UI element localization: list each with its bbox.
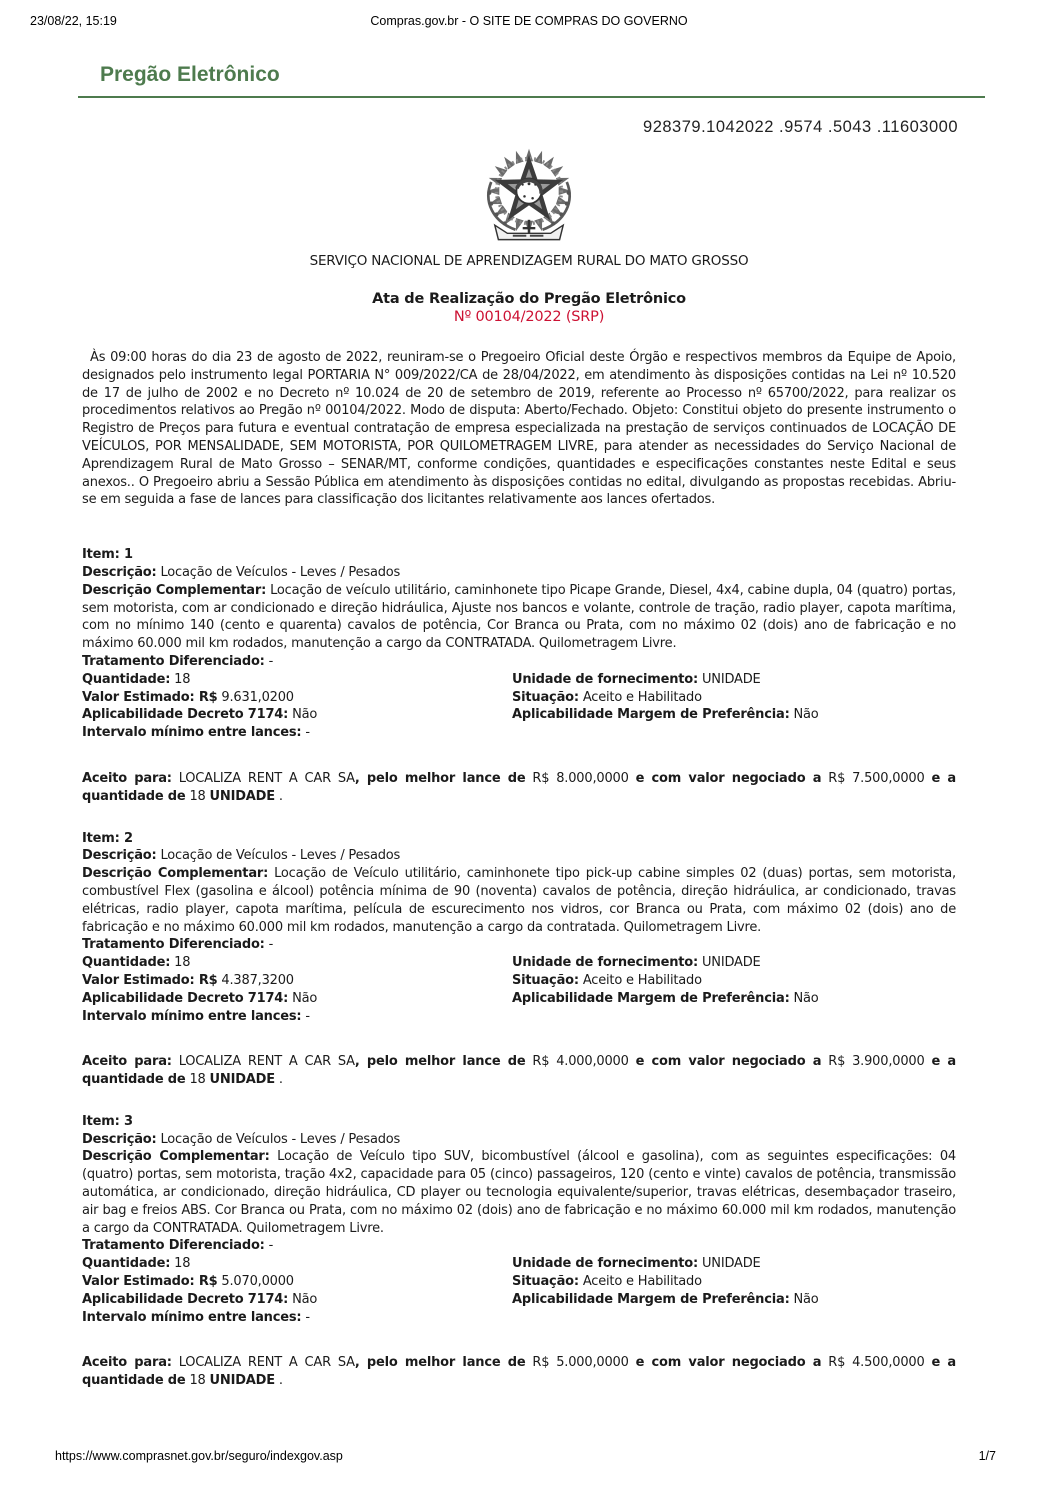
item-descricao-line: Descrição: Locação de Veículos - Leves / Pesados	[82, 1131, 401, 1147]
title-underline	[78, 96, 985, 98]
valor-estimado-line: Valor Estimado: R$ 5.070,0000	[82, 1274, 294, 1290]
brazil-coat-of-arms-icon	[0, 146, 1058, 245]
print-site-title: Compras.gov.br - O SITE DE COMPRAS DO GOVERNO	[370, 14, 688, 28]
item-aceito-line: Aceito para: LOCALIZA RENT A CAR SA, pelo melhor lance de R$ 4.000,0000 e com valor negociado a R$ 3.900,0000 e a quantidade de 18 UNIDADE .	[82, 1054, 956, 1088]
item-details-grid	[82, 1255, 956, 1308]
footer-url: https://www.comprasnet.gov.br/seguro/indexgov.asp	[55, 1449, 343, 1463]
item-section-1	[82, 546, 956, 805]
margem-line: Aplicabilidade Margem de Preferência: Não	[512, 990, 819, 1006]
item-number-line: Item: 1	[82, 547, 133, 563]
item-descricao-complementar: Descrição Complementar: Locação de veículo utilitário, caminhonete tipo Picape Grande, Diesel, 4x4, cabine dupla, 04 (quatro) portas, sem motorista, com ar condicionado e direção hidráulica, Ajuste nos bancos e volante, controle de tração, radio player, capota marítima, com no mínimo 140 (cento e quarenta) cavalos de potência, Cor Branca ou Prata, com no máximo 02 (dois) ano de fabricação e no máximo 60.000 mil km rodados, manutenção a cargo da CONTRATADA. Quilometragem Livre.	[82, 582, 956, 652]
item-section-3	[82, 1113, 956, 1390]
quantidade-line: Quantidade: 18	[82, 671, 191, 687]
item-tratamento-line: Tratamento Diferenciado: -	[82, 653, 274, 669]
item-aceito-line: Aceito para: LOCALIZA RENT A CAR SA, pelo melhor lance de R$ 8.000,0000 e com valor negociado a R$ 7.500,0000 e a quantidade de 18 UNIDADE .	[82, 770, 956, 804]
situacao-line: Situação: Aceito e Habilitado	[512, 972, 702, 988]
item-section-2	[82, 830, 956, 1089]
item-descricao-line: Descrição: Locação de Veículos - Leves / Pesados	[82, 564, 401, 580]
intervalo-line: Intervalo mínimo entre lances: -	[82, 725, 310, 741]
item-details-grid	[82, 954, 956, 1007]
quantidade-line: Quantidade: 18	[82, 955, 191, 971]
situacao-line: Situação: Aceito e Habilitado	[512, 1274, 702, 1290]
item-descricao-complementar: Descrição Complementar: Locação de Veículo utilitário, caminhonete tipo pick-up cabine simples 02 (duas) portas, sem motorista, combustível Flex (gasolina e álcool) potência mínima de 90 (noventa) cavalos de potência, direção hidráulica, ar condicionado, travas elétricas, radio player, capota marítima, película de escurecimento nos vidros, cor Branca ou Prata, com máximo 02 (dois) ano de fabricação e no máximo 60.000 mil km rodados, manutenção a cargo da contratada. Quilometragem Livre.	[82, 866, 956, 935]
unidade-fornecimento-line: Unidade de fornecimento: UNIDADE	[512, 955, 761, 971]
margem-line: Aplicabilidade Margem de Preferência: Não	[512, 707, 819, 723]
document-number: Nº 00104/2022 (SRP)	[453, 309, 605, 325]
margem-line: Aplicabilidade Margem de Preferência: Não	[512, 1291, 819, 1307]
organization-name: SERVIÇO NACIONAL DE APRENDIZAGEM RURAL DO MATO GROSSO	[309, 253, 749, 269]
footer-page-number: 1/7	[978, 1449, 996, 1463]
document-body	[82, 349, 956, 1390]
valor-estimado-line: Valor Estimado: R$ 4.387,3200	[82, 972, 294, 988]
document-title: Ata de Realização do Pregão Eletrônico	[372, 291, 686, 307]
item-aceito-line: Aceito para: LOCALIZA RENT A CAR SA, pelo melhor lance de R$ 5.000,0000 e com valor negociado a R$ 4.500,0000 e a quantidade de 18 UNIDADE .	[82, 1355, 956, 1389]
situacao-line: Situação: Aceito e Habilitado	[512, 689, 702, 705]
item-tratamento-line: Tratamento Diferenciado: -	[82, 1238, 274, 1254]
item-number-line: Item: 2	[82, 830, 133, 846]
decreto-line: Aplicabilidade Decreto 7174: Não	[82, 990, 318, 1006]
unidade-fornecimento-line: Unidade de fornecimento: UNIDADE	[512, 1256, 761, 1272]
unidade-fornecimento-line: Unidade de fornecimento: UNIDADE	[512, 671, 761, 687]
decreto-line: Aplicabilidade Decreto 7174: Não	[82, 707, 318, 723]
valor-estimado-line: Valor Estimado: R$ 9.631,0200	[82, 689, 294, 705]
intro-paragraph: Às 09:00 horas do dia 23 de agosto de 2022, reuniram-se o Pregoeiro Oficial deste Órgão e respectivos membros da Equipe de Apoio, designados pelo instrumento legal PORTARIA N° 009/2022/CA de 28/04/2022, em atendimento às disposições contidas na Lei nº 10.520 de 17 de julho de 2002 e no Decreto nº 10.024 de 20 de setembro de 2019, referente ao Processo nº 65700/2022, para realizar os procedimentos relativos ao Pregão nº 00104/2022. Modo de disputa: Aberto/Fechado. Objeto: Constitui objeto do presente instrumento o Registro de Preços para futura e eventual contratação de empresa especializada na prestação de serviços continuados de LOCAÇÃO DE VEÍCULOS, POR MENSALIDADE, SEM MOTORISTA, POR QUILOMETRAGEM LIVRE, para atender as necessidades do Serviço Nacional de Aprendizagem Rural de Mato Grosso – SENAR/MT, conforme condições, quantidades e especificações constantes neste Edital e seus anexos.. O Pregoeiro abriu a Sessão Pública em atendimento às disposições contidas no edital, divulgando as propostas recebidas. Abriu-se em seguida a fase de lances para classificação dos licitantes relativamente aos lances ofertados.	[82, 350, 956, 508]
item-descricao-complementar: Descrição Complementar: Locação de Veículo tipo SUV, bicombustível (álcool e gasolina), com as seguintes especificações: 04 (quatro) portas, sem motorista, tração 4x2, capacidade para 05 (cinco) passageiros, 120 (cento e vinte) cavalos de potência, transmissão automática, ar condicionado, direção hidráulica, CD player ou tecnologia equivalente/superior, travas elétricas, desembaçador traseiro, air bag e freios ABS. Cor Branca ou Prata, com no máximo 02 (dois) ano de fabricação e no máximo 60.000 mil km rodados, manutenção a cargo da CONTRATADA. Quilometragem Livre.	[82, 1149, 956, 1236]
intervalo-line: Intervalo mínimo entre lances: -	[82, 1008, 310, 1024]
item-tratamento-line: Tratamento Diferenciado: -	[82, 937, 274, 953]
print-header	[0, 14, 1058, 30]
item-descricao-line: Descrição: Locação de Veículos - Leves / Pesados	[82, 848, 401, 864]
print-datetime: 23/08/22, 15:19	[30, 14, 117, 28]
quantidade-line: Quantidade: 18	[82, 1256, 191, 1272]
item-details-grid	[82, 671, 956, 724]
item-number-line: Item: 3	[82, 1113, 133, 1129]
document-code: 928379.1042022 .9574 .5043 .11603000	[643, 118, 958, 136]
print-footer	[0, 1449, 1058, 1465]
page-title: Pregão Eletrônico	[100, 63, 280, 86]
intervalo-line: Intervalo mínimo entre lances: -	[82, 1309, 310, 1325]
decreto-line: Aplicabilidade Decreto 7174: Não	[82, 1291, 318, 1307]
